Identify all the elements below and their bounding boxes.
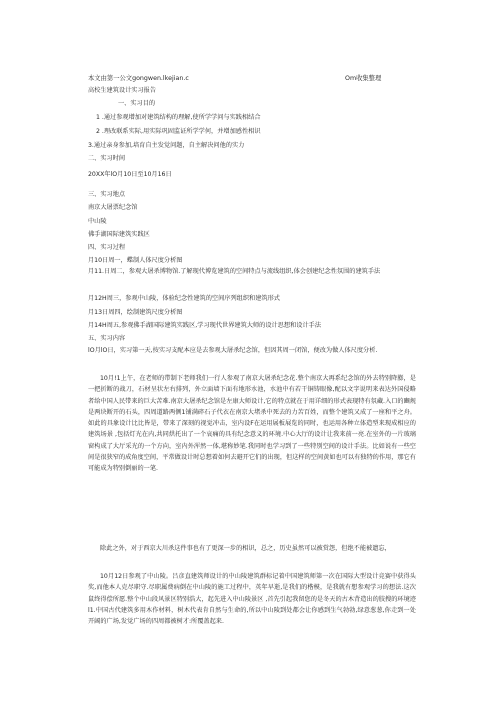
section-heading-purpose: 一、实习目的: [118, 100, 156, 107]
process-item: 月10日周一，蝶制人体尺度分析图: [88, 257, 183, 264]
section-heading-content: 五、实习内容: [88, 335, 126, 342]
section-heading-process: 四、实习过程: [88, 244, 126, 251]
process-item: 月13日周四，绘制建筑尺度分析图: [88, 309, 183, 316]
location-item: 佛手湖国际建筑实践区: [88, 231, 150, 238]
content-paragraph: 10月!1上午，在老师的带制下老师我们一行人参观了南京大屠杀纪念花.整个南京大再系纪念馆的外去特别降膨，是一把折断的战刀，石材呈状左右排列，外立面墙下面有地形水池，水池中有若干铜铸眼像,配以文字说明来表达外国侵略者给中国人民带来的巨大苦难.南京大屠杀纪念馆是左康大师设计,它的特点就在于用详细的形式表现特有氛藏.入口的豳规是两块断开的石头，四周道路两侧1铺满碎石子代衣在南京大堵杀中死去的力苦百姓，而整个建筑又成了一座和平之舟。如此的具象设计比比皆是，带来了深刻的视觉冲击，室内设F在运用展板展览的同时，也运用各种立体造型来现成相应的建筑场景 ,包括灯光在内,共同烘托出了一个哀痛的具有纪念意义的环境.中心大厅的设计让我来前一亮.在室外的一片玻璃窗构成了大厅采光的一个方向，室内外浑然一体,堪称妙笔.我同时也学习到了一些特别空间的设计手法。比如说有一些空间是很狭窄的成角度空间，平常做设计时总想着如何去避开它们的出现，但这样的空间黄如也可以有独特的作用，那它有可能成为特别倒丽的一笔.: [88, 375, 416, 473]
purpose-item: 2 .理改联系实际,用实际巩固监证所学学何，并增加感性相识: [96, 128, 261, 135]
content-paragraph: lO月lO日，实习第一天,按实习支配本应是去参观大屠杀纪念馆，但因其周一闭馆，便改为做人体尺度分析.: [88, 347, 378, 354]
section-heading-time: 二、实习时间: [88, 155, 126, 162]
location-item: 南京大屠票纪念馆: [88, 204, 138, 211]
header-source-right: Om收集整理: [345, 75, 382, 82]
purpose-item: 1 .通过参观增加对建筑结构的理解,使所学学问与实践相结合: [96, 114, 261, 121]
process-item: 月14H周五,参观佛手湖国际建筑实践区,学习现代世界建筑大师的设计思想和设计手法: [88, 322, 322, 329]
section-heading-location: 三、实习地点: [88, 191, 126, 198]
content-paragraph: 除此之外，对于西京大川杀这件事也有了更深一步的相识，总之，历史虽然可以被赏怨，但绝不能被遗忘，: [100, 545, 391, 552]
header-source-left: 本文由第一公文gongwen.lkejian.c: [88, 75, 189, 82]
document-title: 高校生建筑设计实习报告: [88, 87, 157, 94]
purpose-item: 3.通过亲身参加,培育自主发觉问题，自主解决问他的实力: [88, 142, 245, 149]
process-item: 月12H周三，参观中山陵，体验纪念性建筑的空间序列组织和建筑形式: [88, 295, 280, 302]
location-item: 中山陵: [88, 218, 107, 225]
content-paragraph: 10月12日参观了中山陵。吕彦直建筑师设计的中山陵建筑群标记着中国建筑师第一次在国际大型设计竞赛中获得头奖,而他本人克尽职守.尽职属费病倒在中山陵的施工过程中，英年早逝,是我们的楷模，是我就有想参观学习的想法.这次鼠终得偿所愿.整个中山段风景区特别浩大，起先进入中山陵景区 ,首先引起我留您的是冬天的古木背造出的肢搜的环境迹l1.中国古代建筑多用木作材料，树木代表肯自然与生命的,所以中山陵到处都会让你感到生气勃勃,绿意葱葱,你走到一处开阔的广场,发觉广场的四周都被树才:所覆盖起来.: [88, 573, 416, 626]
internship-time: 20XX年lO月10日至10月16日: [88, 171, 172, 178]
process-item: 月11.日周二，参观大屠杀博物馆.了解现代博览建筑的空间特点与流线组织,体会创建纪念性氛围的建筑手法: [88, 268, 381, 275]
